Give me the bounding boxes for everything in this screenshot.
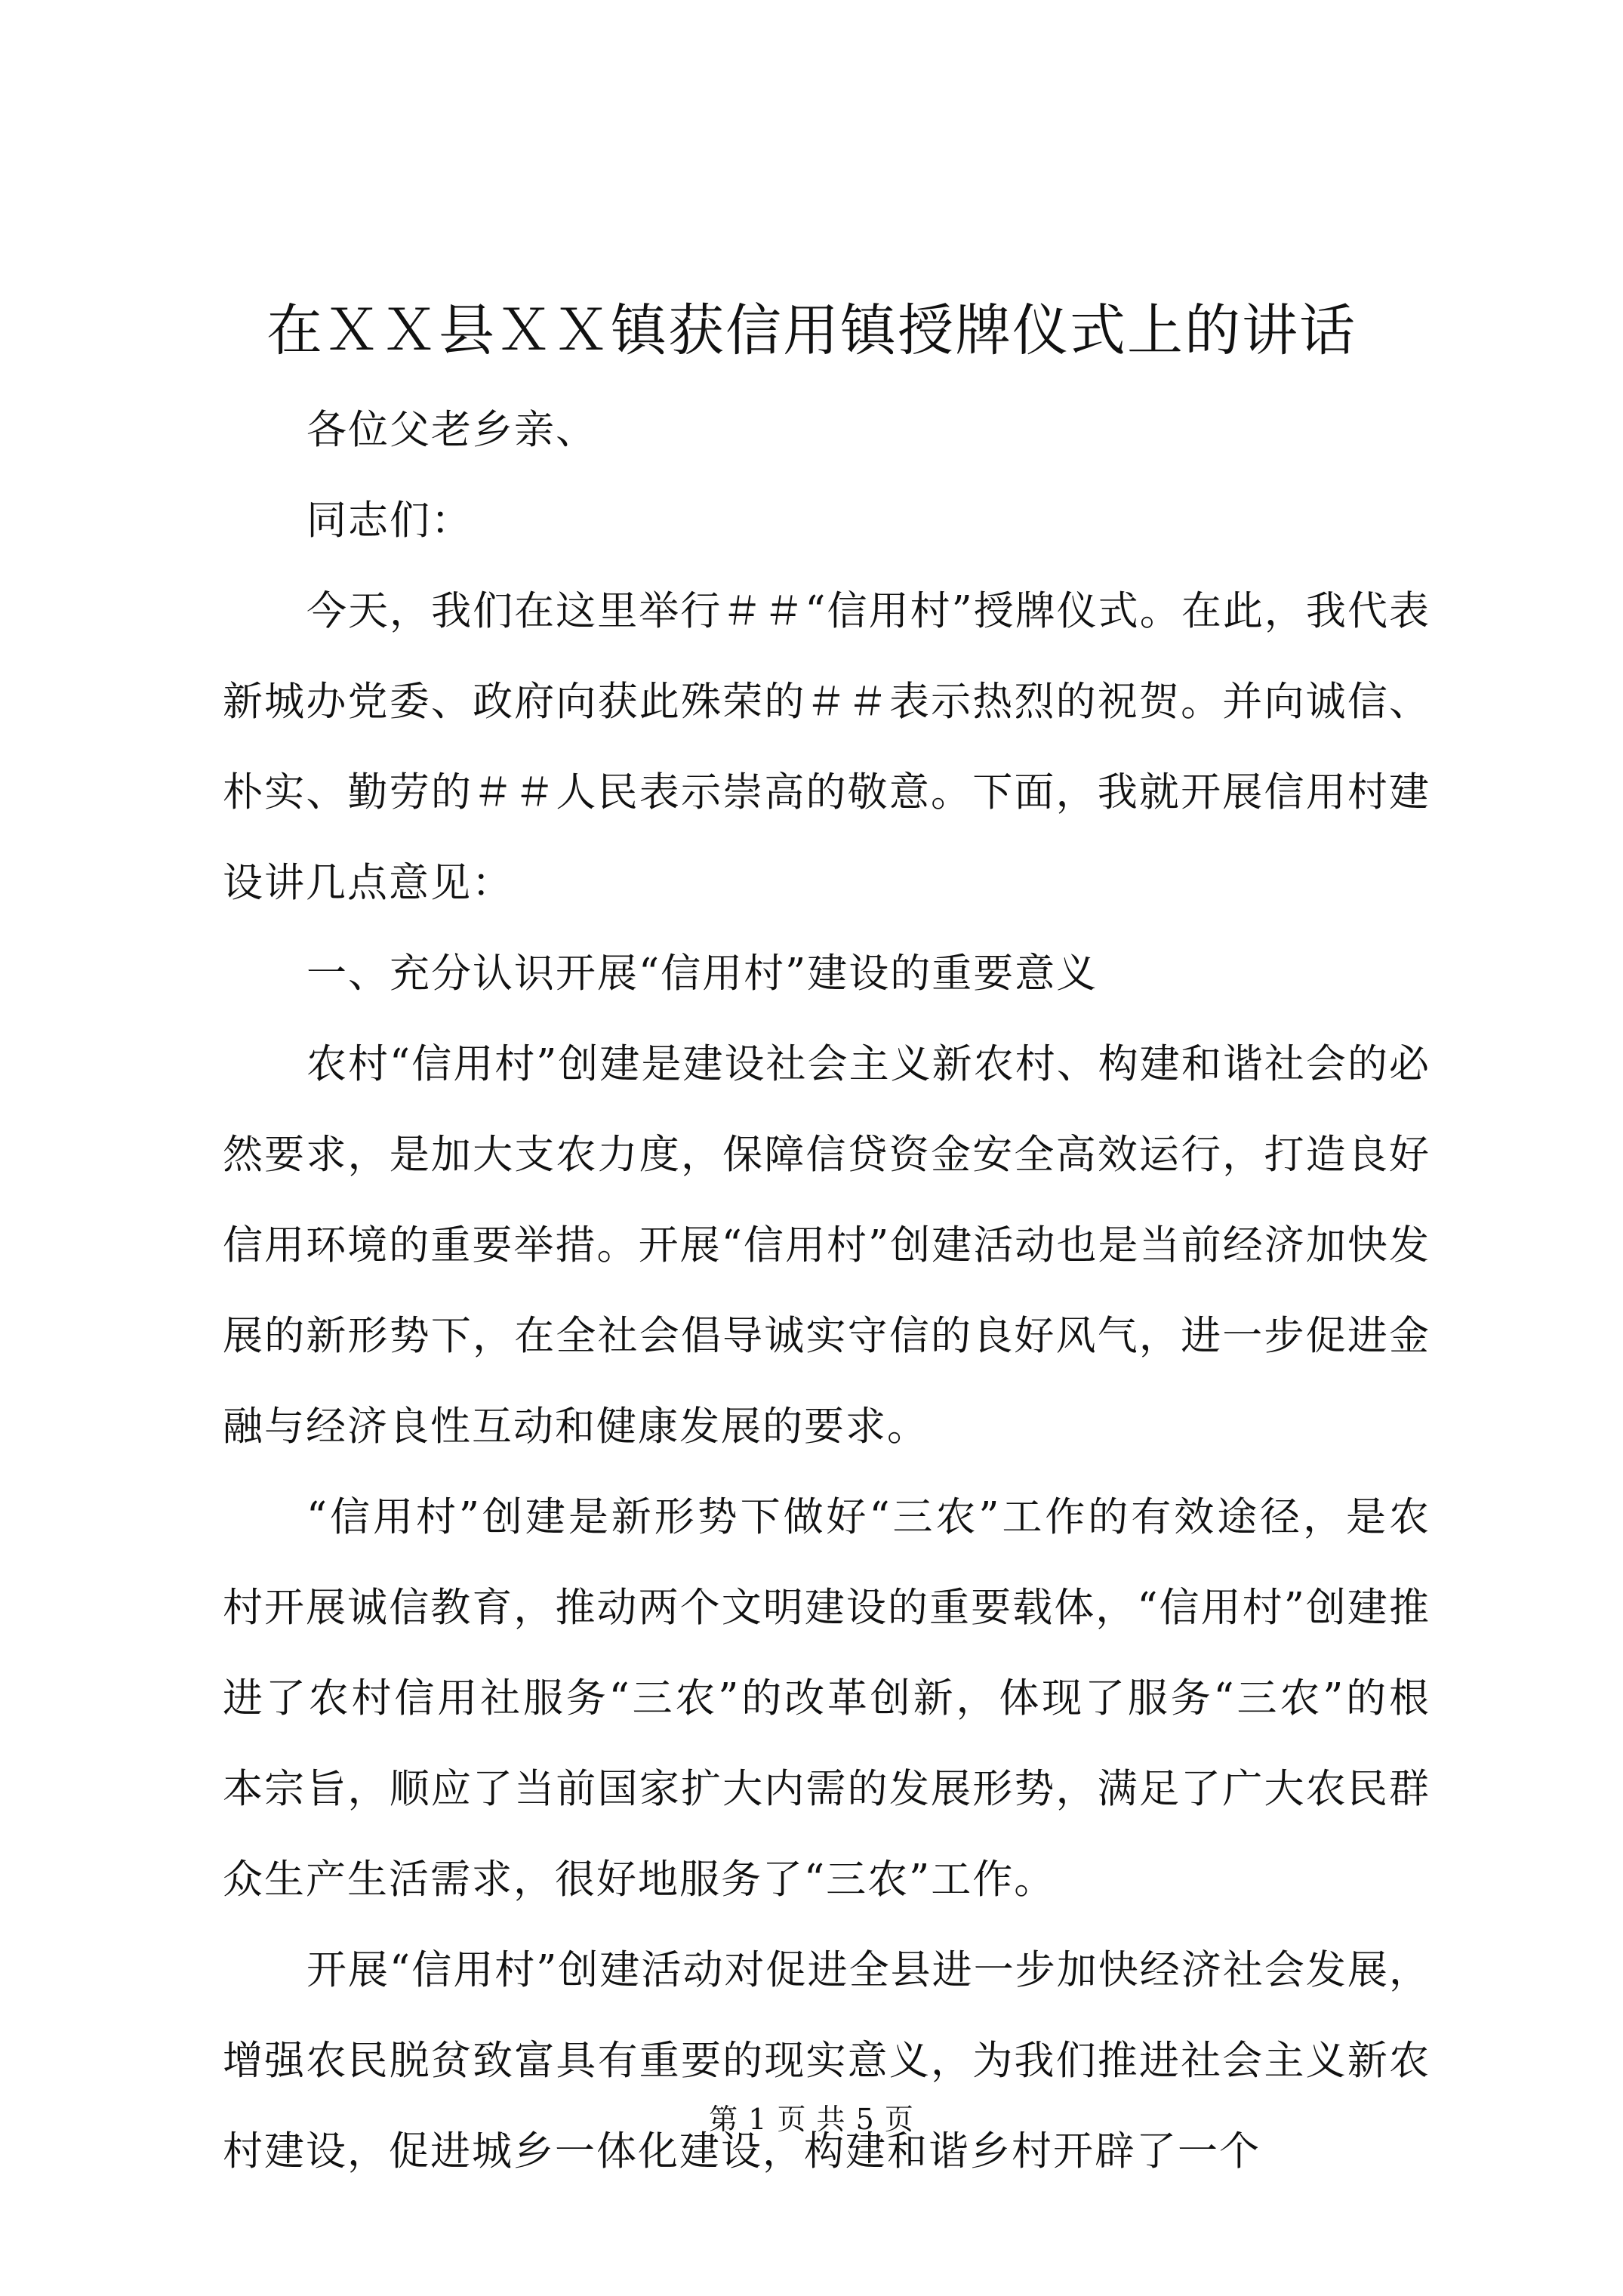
document-body <box>223 385 1431 2197</box>
paragraph: 农村“信用村”创建是建设社会主义新农村、构建和谐社会的必然要求，是加大支农力度，保障信贷资金安全高效运行，打造良好信用环境的重要举措。开展“信用村”创建活动也是当前经济加快发展的新形势下，在全社会倡导诚实守信的良好风气，进一步促进金融与经济良性互动和健康发展的要求。 <box>223 1041 1431 1450</box>
salutation-line-1: 各位父老乡亲、 <box>306 407 597 453</box>
salutation-line-2: 同志们： <box>306 498 473 544</box>
page-number-footer: 第 1 页 共 5 页 <box>709 2103 914 2136</box>
document-title: 在ＸＸ县ＸＸ镇获信用镇授牌仪式上的讲话 <box>266 298 1357 363</box>
section-heading-1: 一、充分认识开展“信用村”建设的重要意义 <box>306 951 1098 997</box>
paragraph: 开展“信用村”创建活动对促进全县进一步加快经济社会发展，增强农民脱贫致富具有重要的现实意义，为我们推进社会主义新农村建设，促进城乡一体化建设，构建和谐乡村开辟了一个 <box>223 1947 1431 2174</box>
paragraph-opening: 今天，我们在这里举行＃＃“信用村”授牌仪式。在此，我代表新城办党委、政府向获此殊荣的＃＃表示热烈的祝贺。并向诚信、朴实、勤劳的＃＃人民表示崇高的敬意。下面，我就开展信用村建设讲几点意见： <box>223 588 1431 906</box>
paragraph: “信用村”创建是新形势下做好“三农”工作的有效途径，是农村开展诚信教育，推动两个文明建设的重要载体，“信用村”创建推进了农村信用社服务“三农”的改革创新，体现了服务“三农”的根本宗旨，顺应了当前国家扩大内需的发展形势，满足了广大农民群众生产生活需求，很好地服务了“三农”工作。 <box>223 1494 1431 1903</box>
